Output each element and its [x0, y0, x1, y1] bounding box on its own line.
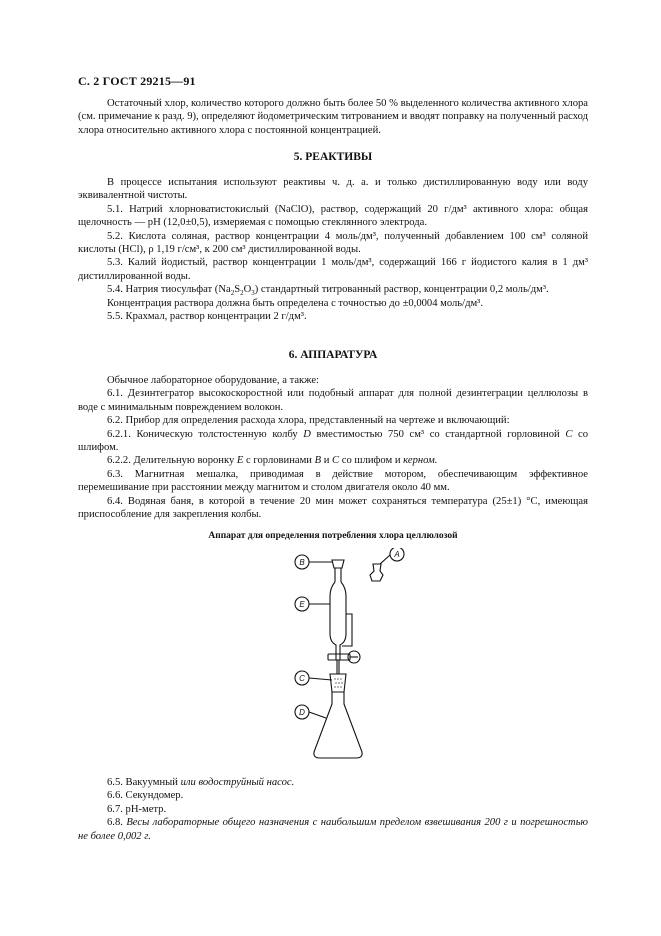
apparatus-figure — [280, 548, 440, 774]
item-5-5: 5.5. Крахмал, раствор концентрации 2 г/дм³. — [107, 311, 307, 323]
label-E: E — [299, 600, 305, 609]
item-5-1: 5.1. Натрий хлорноватистокислый (NaClO), раствор, содержащий 20 г/дм³ активного хлора: общая щелочность — pH (12,0±0,5), измеряемая с помощью стеклянного электрода. — [78, 203, 588, 229]
section-6-body — [78, 374, 588, 521]
joint-C — [330, 674, 346, 692]
item-6-2-1 — [78, 428, 588, 455]
item-6-5 — [78, 776, 588, 789]
item-5-4-note: Концентрация раствора должна быть определена с точностью до ±0,0004 моль/дм³. — [107, 297, 483, 309]
item-6-2-1-a: 6.2.1. Коническую толстостенную колбу — [107, 428, 304, 440]
section-5-lead: В процессе испытания используют реактивы ч. д. а. и только дистиллированную воду или воду эквивалентной чистоты. — [78, 177, 588, 202]
intro-block — [78, 97, 588, 137]
item-6-2-2-b: с горловинами — [243, 455, 315, 467]
item-5-3: 5.3. Калий йодистый, раствор концентрации 1 моль/дм³, содержащий 166 г йодистого калия в 1 дм³ дистиллированной воды. — [78, 257, 588, 282]
item-5-4-sub3: 3 — [251, 289, 255, 298]
label-B: B — [299, 558, 305, 567]
label-A: A — [394, 550, 400, 559]
item-6-8-b: Весы лабораторные общего назначения с наибольшим пределом взвешивания 200 г и погрешностью не более 0,002 г. — [78, 817, 588, 842]
stopper-B — [332, 560, 344, 568]
item-5-4-d: ) стандартный титрованный раствор, концентрации 0,2 моль/дм³. — [254, 284, 549, 296]
stopper-A — [370, 564, 383, 581]
item-5-2: 5.2. Кислота соляная, раствор концентрации 4 моль/дм³, полученный добавлением 100 см³ соляной кислоты (HCl), ρ 1,19 г/см³, к 200 см³ дистиллированной воды. — [78, 230, 588, 256]
label-D: D — [299, 708, 305, 717]
intro-paragraph: Остаточный хлор, количество которого должно быть более 50 % выделенного количества активного хлора (см. примечание к разд. 9), определяют йодометрическим титрованием и вводят поправку на полученный расход хлора относительно активного хлора с постоянной концентрацией. — [78, 98, 588, 136]
item-6-2-2-d: со шлифом и — [339, 455, 404, 467]
section-6-tail — [78, 776, 588, 843]
item-6-2-2-kern: керном. — [403, 455, 438, 467]
item-5-4-sub1: 2 — [230, 289, 235, 298]
item-6-2-2-a: 6.2.2. Делительную воронку — [107, 455, 237, 467]
flask-D — [314, 692, 362, 758]
item-6-1: 6.1. Дезинтегратор высокоскоростной или подобный аппарат для полной дезинтеграции целлюлозы в воде с минимальным повреждением волокон. — [78, 388, 588, 413]
item-6-7: 6.7. pH-метр. — [107, 803, 167, 815]
item-5-4 — [78, 283, 588, 296]
item-6-2-2-B: B — [314, 455, 322, 467]
item-5-4-sub2: 2 — [240, 289, 244, 298]
item-6-8-a: 6.8. — [107, 817, 127, 829]
section-6-title: 6. АППАРАТУРА — [288, 349, 378, 361]
item-6-8 — [78, 816, 588, 843]
section-5-title: 5. РЕАКТИВЫ — [293, 151, 373, 163]
item-6-2-2-E: E — [236, 455, 244, 467]
item-6-4: 6.4. Водяная баня, в которой в течение 20 мин может сохраняться температура (25±1) °С, имеющая приспособление для закрепления колбы. — [78, 495, 588, 521]
item-6-6: 6.6. Секундомер. — [107, 790, 184, 802]
item-6-2-1-b: вместимостью 750 см³ со стандартной горловиной — [310, 428, 566, 440]
figure-caption: Аппарат для определения потребления хлора целлюлозой — [208, 531, 458, 541]
item-6-3: 6.3. Магнитная мешалка, приводимая в действие мотором, обеспечивающим эффективное перемешивание при расстоянии между магнитом и столом двигателя около 40 мм. — [78, 468, 588, 494]
funnel-E — [330, 582, 346, 652]
section-5-body — [78, 176, 588, 323]
item-5-4-b: S — [234, 284, 241, 296]
item-6-2-1-D: D — [303, 428, 311, 440]
item-6-2-1-C: C — [565, 428, 573, 440]
item-6-2: 6.2. Прибор для определения расхода хлора, представленный на чертеже и включающий: — [107, 415, 510, 427]
item-6-2-1-c: со шлифом. — [78, 428, 589, 454]
item-6-2-2-C: C — [332, 455, 340, 467]
label-C: C — [299, 674, 305, 683]
page-header: С. 2 ГОСТ 29215—91 — [78, 74, 196, 88]
item-6-2-2 — [78, 454, 588, 467]
section-6-lead: Обычное лабораторное оборудование, а также: — [107, 375, 320, 386]
item-5-4-c: O — [243, 284, 252, 296]
item-5-4-a: 5.4. Натрия тиосульфат (Na — [107, 284, 231, 296]
item-6-5-a: 6.5. Вакуумный — [107, 777, 181, 788]
item-6-5-b: или водоструйный насос. — [180, 777, 295, 788]
item-6-2-2-c: и — [321, 455, 333, 467]
